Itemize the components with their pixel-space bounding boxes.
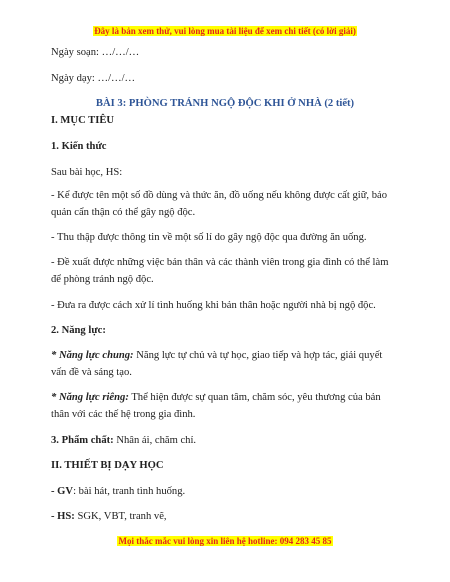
student-equipment bbox=[51, 508, 397, 525]
date-taught: Ngày dạy: …/…/… bbox=[51, 73, 136, 84]
specific-competency-text: Thể hiện được sự quan tâm, chăm sóc, yêu thương của bản thân với các thế hệ trong gia đình. bbox=[51, 392, 381, 420]
teacher-text: : bài hát, tranh tình huống. bbox=[73, 486, 186, 497]
objective-item: - Đưa ra được cách xử lí tình huống khi bản thân hoặc người nhà bị ngộ độc. bbox=[51, 300, 376, 311]
qualities bbox=[51, 432, 397, 449]
general-competency-text: Năng lực tự chủ và tự học, giao tiếp và hợp tác, giải quyết vấn đề và sáng tạo. bbox=[51, 350, 383, 378]
qualities-text: Nhân ái, chăm chỉ. bbox=[113, 435, 197, 446]
intro-text: Sau bài học, HS: bbox=[51, 167, 123, 178]
lesson-title: BÀI 3: PHÒNG TRÁNH NGỘ ĐỘC KHI Ở NHÀ (2 tiết) bbox=[95, 98, 355, 109]
objective-item: - Thu thập được thông tin về một số lí do gây ngộ độc qua đường ăn uống. bbox=[51, 232, 367, 243]
hotline-banner-text: Mọi thắc mắc vui lòng xin liên hệ hotline: 094 283 45 85 bbox=[118, 536, 332, 546]
specific-competency bbox=[51, 389, 397, 423]
objective-item: - Đề xuất được những việc bản thân và các thành viên trong gia đình có thể làm để phòng tránh ngộ độc. bbox=[51, 257, 389, 285]
section-equipment-heading: II. THIẾT BỊ DẠY HỌC bbox=[51, 460, 164, 471]
student-text: SGK, VBT, tranh vẽ, bbox=[74, 511, 167, 522]
teacher-equipment bbox=[51, 483, 397, 500]
general-competency bbox=[51, 347, 397, 381]
preview-banner bbox=[0, 26, 450, 36]
preview-banner-text: Đây là bản xem thử, vui lòng mua tài liệu để xem chi tiết (có lời giải) bbox=[94, 26, 356, 36]
hotline-banner bbox=[0, 536, 450, 546]
date-prepared: Ngày soạn: …/…/… bbox=[51, 47, 140, 58]
objective-item: - Kể được tên một số đồ dùng và thức ăn, đồ uống nếu không được cất giữ, bảo quản cẩn thận có thể gây ngộ độc. bbox=[51, 190, 388, 218]
competency-heading: 2. Năng lực: bbox=[51, 325, 106, 336]
specific-competency-label: * Năng lực riêng: bbox=[51, 392, 129, 403]
qualities-label: 3. Phẩm chất: bbox=[51, 435, 114, 446]
general-competency-label: * Năng lực chung: bbox=[51, 350, 134, 361]
student-label: - HS: bbox=[51, 511, 75, 522]
section-objectives-heading: I. MỤC TIÊU bbox=[51, 115, 115, 126]
knowledge-heading: 1. Kiến thức bbox=[51, 141, 107, 152]
teacher-label: - GV bbox=[51, 486, 74, 497]
